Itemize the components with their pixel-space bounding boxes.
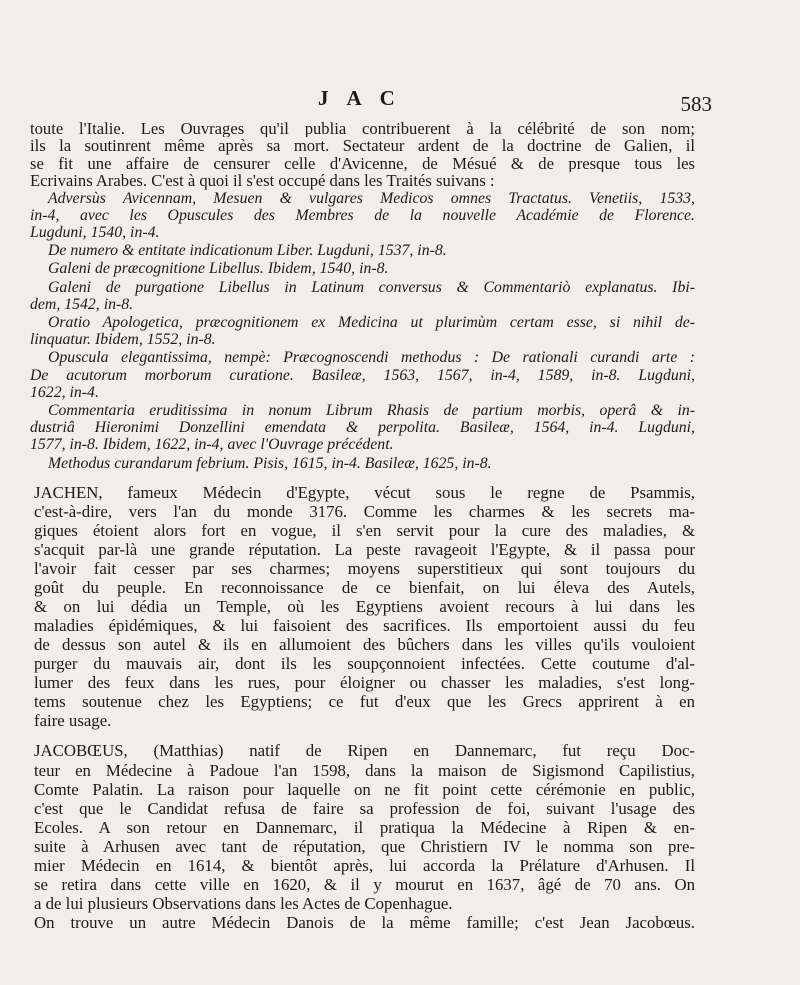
text-line: & on lui dédia un Temple, où les Egyptiens avoient recours à lui dans les [34,597,695,617]
text-line: Oratio Apologetica, præcognitionem ex Medicina ut plurimùm certam esse, si nihil de- [48,314,695,332]
page-number: 583 [680,92,712,116]
text-line: faire usage. [34,711,112,731]
text-line: c'est que le Candidat refusa de faire sa profession de foi, suivant l'usage des [34,798,695,818]
text-line: maladies épidémiques, & lui faisoient des sacrifices. Ils emportoient aussi du feu [34,616,695,636]
bibliography-entry [30,402,695,454]
text-line: purger du mauvais air, dont ils les soupçonnoient infectées. Cette coutume d'al- [34,654,695,674]
running-head: JAC [318,86,413,110]
text-line: mier Médecin en 1614, & bientôt après, lui accorda la Prélature d'Arhusen. Il [34,855,695,875]
text-line: in-4, avec les Opuscules des Membres de la nouvelle Académie de Florence. [30,206,695,224]
text-line: giques étoient alors fort en vogue, il s'en servit pour la cure des maladies, & [34,520,695,540]
bibliography-list [30,190,695,472]
text-line: Galeni de purgatione Libellus in Latinum conversus & Commentariò explanatus. Ibi- [48,278,695,296]
page-header [0,86,800,116]
text-line: Ecrivains Arabes. C'est à quoi il s'est occupé dans les Traités suivans : [30,172,495,190]
text-line: l'avoir fait cesser par ses charmes; moyens superstitieux qui sont toujours du [34,559,695,579]
bibliography-entry [30,242,695,259]
intro-paragraph [30,120,695,190]
text-line: JACOBŒUS, (Matthias) natif de Ripen en Dannemarc, fut reçu Doc- [34,741,695,761]
bibliography-entry [30,190,695,242]
text-line: 1577, in-8. Ibidem, 1622, in-4, avec l'Ouvrage précédent. [30,436,394,454]
text-line: Ecoles. A son retour en Dannemarc, il pratiqua la Médecine à Ripen & en- [34,817,695,837]
text-line: Comte Palatin. La raison pour laquelle on ne fit point cette cérémonie en public, [34,779,695,799]
text-line: tems soutenue chez les Egyptiens; ce fut d'eux que les Grecs apprirent à en [34,692,695,712]
text-line: 1622, in-4. [30,383,99,401]
text-line: se fit une affaire de censurer celle d'Avicenne, de Mésué & de presque tous les [30,154,695,173]
bibliography-entry [30,260,695,277]
text-line: Lugduni, 1540, in-4. [30,224,160,242]
text-line: lumer des feux dans les rues, pour éloigner ou chasser les maladies, s'est long- [34,673,695,693]
text-line: teur en Médecine à Padoue l'an 1598, dans la maison de Sigismond Capilistius, [34,760,695,780]
bibliography-entry [30,279,695,313]
text-line: Methodus curandarum febrium. Pisis, 1615, in-4. Basileæ, 1625, in-8. [48,454,492,472]
bibliography-entry [30,349,695,401]
text-line: se retira dans cette ville en 1620, & il y mourut en 1637, âgé de 70 ans. On [34,874,695,894]
text-line: De numero & entitate indicationum Liber. Lugduni, 1537, in-8. [48,242,447,260]
bibliography-entry [30,455,695,472]
text-line: toute l'Italie. Les Ouvrages qu'il publia contribuerent à la célébrité de son nom; [30,120,695,138]
text-line: s'acquit par-là une grande réputation. La peste ravageoit l'Egypte, & il passa pour [34,540,695,560]
text-line: JACHEN, fameux Médecin d'Egypte, vécut sous le regne de Psammis, [34,482,695,502]
text-line: suite à Arhusen avec tant de réputation, que Christiern IV le nomma son pre- [34,836,695,856]
text-line: Commentaria eruditissima in nonum Librum Rhasis de partium morbis, operâ & in- [48,402,695,420]
text-line: linquatur. Ibidem, 1552, in-8. [30,331,216,349]
article-jachen [30,483,695,731]
text-line: de dessus son autel & ils en allumoient des bûchers dans les villes qu'ils vouloient [34,635,695,655]
text-line: c'est-à-dire, vers l'an du monde 3176. Comme les charmes & les secrets ma- [34,501,695,521]
text-line: dustriâ Hieronimi Donzellini emendata & perpolita. Basileæ, 1564, in-4. Lugduni, [30,419,695,437]
article-jacoboeus [30,741,695,931]
text-line: De acutorum morborum curatione. Basileæ, 1563, 1567, in-4, 1589, in-8. Lugduni, [30,366,695,384]
text-line: a de lui plusieurs Observations dans les Actes de Copenhague. [34,893,453,913]
bibliography-entry [30,314,695,348]
body-text [30,120,695,932]
text-line: Adversùs Avicennam, Mesuen & vulgares Medicos omnes Tractatus. Venetiis, 1533, [48,189,695,207]
text-line: On trouve un autre Médecin Danois de la même famille; c'est Jean Jacobœus. [34,912,695,932]
text-line: Galeni de præcognitione Libellus. Ibidem, 1540, in-8. [48,260,389,278]
text-line: ils la soutinrent même après sa mort. Sectateur ardent de la doctrine de Galien, il [30,137,695,155]
text-line: goût du peuple. En reconnoissance de ce bienfait, on lui éleva des Autels, [34,578,695,598]
text-line: dem, 1542, in-8. [30,295,134,313]
text-line: Opuscula elegantissima, nempè: Præcognoscendi methodus : De rationali curandi arte : [48,349,695,367]
